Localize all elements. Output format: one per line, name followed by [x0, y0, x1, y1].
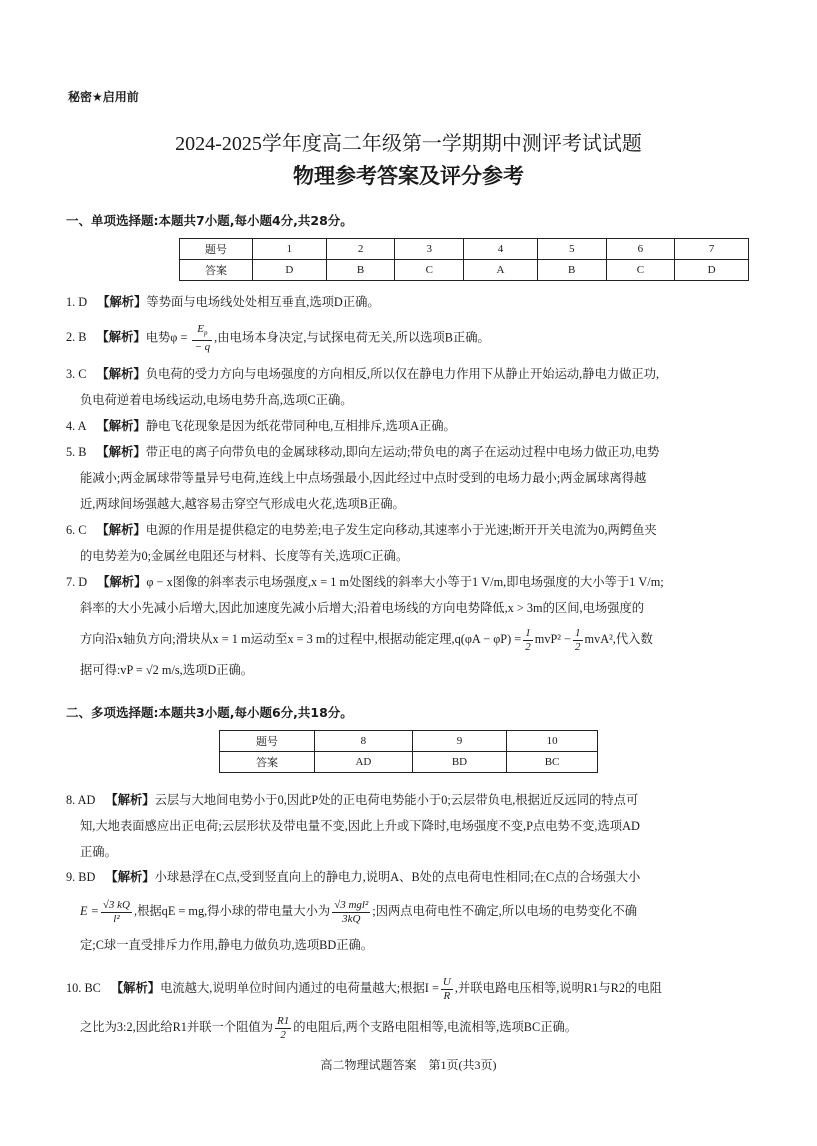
- table-cell: 6: [606, 239, 675, 260]
- numerator: R1: [277, 1014, 290, 1027]
- table-row-numbers: [220, 731, 598, 752]
- item-text: 能减小;两金属球带等量异号电荷,连线上中点场强最小,因此经过中点时受到的电场力最小;两金属球离得越: [80, 471, 647, 485]
- item-text: 等势面与电场线处处相互垂直,选项D正确。: [146, 295, 380, 309]
- fraction-half: [573, 627, 583, 654]
- table-cell: C: [395, 260, 464, 281]
- item-text: 电势φ =: [145, 330, 188, 345]
- table-cell: BC: [507, 752, 598, 773]
- analysis-tag: 【解析】: [105, 793, 155, 807]
- multi-choice-answer-table: [219, 730, 598, 773]
- item-text: 据可得:vP = √2 m/s,选项D正确。: [80, 663, 254, 677]
- table-cell: 5: [537, 239, 606, 260]
- item-text: 负电荷的受力方向与电场强度的方向相反,所以仅在静电力作用下从静止开始运动,静电力做正功,: [145, 367, 660, 381]
- item-number: 10. BC: [66, 981, 101, 995]
- item-number: 5. B: [66, 445, 87, 459]
- analysis-tag: 【解析】: [96, 419, 146, 433]
- table-cell: B: [326, 260, 395, 281]
- analysis-tag: 【解析】: [96, 330, 146, 345]
- answer-item-1: [66, 289, 756, 315]
- single-choice-answer-table: [179, 238, 749, 281]
- table-cell: D: [675, 260, 749, 281]
- item-number: 8. AD: [66, 793, 96, 807]
- numerator: √3 mgl²: [334, 898, 369, 911]
- item-text: 电流越大,说明单位时间内通过的电荷量越大;根据I =: [160, 981, 439, 995]
- fraction-half: [523, 627, 533, 654]
- answer-item-6: [66, 517, 756, 569]
- analysis-tag: 【解析】: [97, 295, 147, 309]
- item-text: 知,大地表面感应出正电荷;云层形状及带电量不变,因此上升或下降时,电场强度不变,P点电势不变,选项AD: [80, 819, 640, 833]
- answer-item-3: [66, 361, 756, 413]
- table-row-answers: [180, 260, 749, 281]
- item-text: 带正电的离子向带负电的金属球移动,即向左运动;带负电的离子在运动过程中电场力做正功,电势: [145, 445, 660, 459]
- section-1-heading: 一、单项选择题:本题共7小题,每小题4分,共28分。: [66, 213, 353, 228]
- answer-item-10: [66, 970, 756, 1048]
- section-2-heading: 二、多项选择题:本题共3小题,每小题6分,共18分。: [66, 705, 353, 720]
- table-cell: 8: [315, 731, 413, 752]
- denominator: R: [443, 989, 451, 1002]
- fraction-charge: [332, 899, 370, 926]
- denominator: 3kQ: [342, 912, 361, 925]
- row-label: 答案: [220, 752, 315, 773]
- exam-subtitle: 物理参考答案及评分参考: [293, 164, 524, 188]
- analysis-tag: 【解析】: [110, 981, 161, 995]
- item-text: φ − x图像的斜率表示电场强度,x = 1 m处图线的斜率大小等于1 V/m,即电场强度的大小等于1 V/m;: [146, 575, 664, 589]
- table-cell: 4: [464, 239, 538, 260]
- table-cell: 10: [507, 731, 598, 752]
- item-text: 近,两球间场强越大,越容易击穿空气形成电火花,选项B正确。: [80, 497, 405, 511]
- item-text-line: [66, 621, 756, 657]
- numerator: E: [197, 323, 204, 335]
- answer-item-9: [66, 864, 756, 958]
- page-footer: 高二物理试题答案 第1页(共3页): [320, 1058, 497, 1072]
- table-cell: 9: [412, 731, 506, 752]
- answer-item-5: [66, 439, 756, 517]
- item-text: 方向沿x轴负方向;滑块从x = 1 m运动至x = 3 m的过程中,根据动能定理,q(φA − φP) =: [80, 632, 522, 646]
- item-text: E =: [80, 904, 99, 918]
- table-cell: C: [606, 260, 675, 281]
- item-text: 之比为3:2,因此给R1并联一个阻值为: [80, 1020, 273, 1034]
- table-cell: BD: [412, 752, 506, 773]
- item-text: 正确。: [80, 845, 117, 859]
- item-text: 负电荷逆着电场线运动,电场电势升高,选项C正确。: [80, 393, 353, 407]
- item-text-line: [66, 1006, 756, 1048]
- analysis-tag: 【解析】: [97, 575, 147, 589]
- item-text: ,由电场本身决定,与试探电荷无关,所以选项B正确。: [214, 330, 490, 345]
- item-number: 6. C: [66, 523, 87, 537]
- denominator: l²: [113, 912, 120, 925]
- item-number: 3. C: [66, 367, 87, 381]
- item-text: 的电势差为0;金属丝电阻还与材料、长度等有关,选项C正确。: [80, 549, 409, 563]
- item-text-line: [66, 975, 662, 1002]
- table-cell: 7: [675, 239, 749, 260]
- analysis-tag: 【解析】: [96, 445, 146, 459]
- confidential-label: 秘密★启用前: [68, 90, 139, 104]
- numerator: U: [442, 975, 451, 988]
- item-text: 电源的作用是提供稳定的电势差;电子发生定向移动,其速率小于光速;断开开关电流为0,两鳄鱼夹: [145, 523, 657, 537]
- item-text: 斜率的大小先减小后增大,因此加速度先减小后增大;沿着电场线的方向电势降低,x > 3m的区间,电场强度的: [80, 601, 645, 615]
- table-cell: 3: [395, 239, 464, 260]
- row-label: 题号: [220, 731, 315, 752]
- table-cell: B: [537, 260, 606, 281]
- table-row-numbers: [180, 239, 749, 260]
- item-text: ;因两点电荷电性不确定,所以电场的电势变化不确: [372, 904, 638, 918]
- fraction-field: [101, 899, 132, 926]
- fraction-resistance: [275, 1015, 291, 1042]
- item-text: 定;C球一直受排斥力作用,静电力做负功,选项BD正确。: [80, 938, 374, 952]
- analysis-tag: 【解析】: [96, 367, 146, 381]
- answer-item-2: [66, 323, 756, 354]
- item-number: 2. B: [66, 330, 87, 345]
- item-text: 云层与大地间电势小于0,因此P处的正电荷电势能小于0;云层带负电,根据近反远同的特点可: [154, 793, 639, 807]
- answer-item-7: [66, 569, 756, 683]
- item-text: 静电飞花现象是因为纸花带同种电,互相排斥,选项A正确。: [145, 419, 456, 433]
- denominator: 2: [575, 640, 581, 653]
- table-cell: A: [464, 260, 538, 281]
- answer-item-8: [66, 787, 756, 865]
- item-number: 1. D: [66, 295, 88, 309]
- subscript: p: [203, 329, 208, 338]
- row-label: 题号: [180, 239, 253, 260]
- item-text: ,并联电路电压相等,说明R1与R2的电阻: [454, 981, 662, 995]
- item-text: mvP² −: [534, 632, 571, 646]
- fraction: [192, 323, 212, 354]
- item-number: 7. D: [66, 575, 88, 589]
- denominator: 2: [525, 640, 531, 653]
- table-cell: D: [253, 260, 327, 281]
- item-text: mvA²,代入数: [584, 632, 653, 646]
- item-text: 小球悬浮在C点,受到竖直向上的静电力,说明A、B处的点电荷电性相同;在C点的合场强大小: [154, 870, 641, 884]
- denominator: − q: [194, 341, 211, 354]
- numerator: 1: [575, 626, 581, 639]
- item-text: 的电阻后,两个支路电阻相等,电流相等,选项BC正确。: [293, 1020, 578, 1034]
- table-cell: 2: [326, 239, 395, 260]
- numerator: √3 kQ: [102, 898, 131, 911]
- item-number: 4. A: [66, 419, 87, 433]
- table-row-answers: [220, 752, 598, 773]
- analysis-tag: 【解析】: [96, 523, 146, 537]
- answer-item-4: [66, 413, 756, 439]
- exam-title: 2024-2025学年度高二年级第一学期期中测评考试试题: [175, 133, 642, 155]
- analysis-tag: 【解析】: [105, 870, 155, 884]
- item-text: ,根据qE = mg,得小球的带电量大小为: [134, 904, 331, 918]
- item-number: 9. BD: [66, 870, 96, 884]
- table-cell: 1: [253, 239, 327, 260]
- item-text-line: [66, 890, 756, 932]
- numerator: 1: [525, 626, 531, 639]
- row-label: 答案: [180, 260, 253, 281]
- denominator: 2: [280, 1028, 286, 1041]
- fraction-ohm: [441, 976, 453, 1003]
- table-cell: AD: [315, 752, 413, 773]
